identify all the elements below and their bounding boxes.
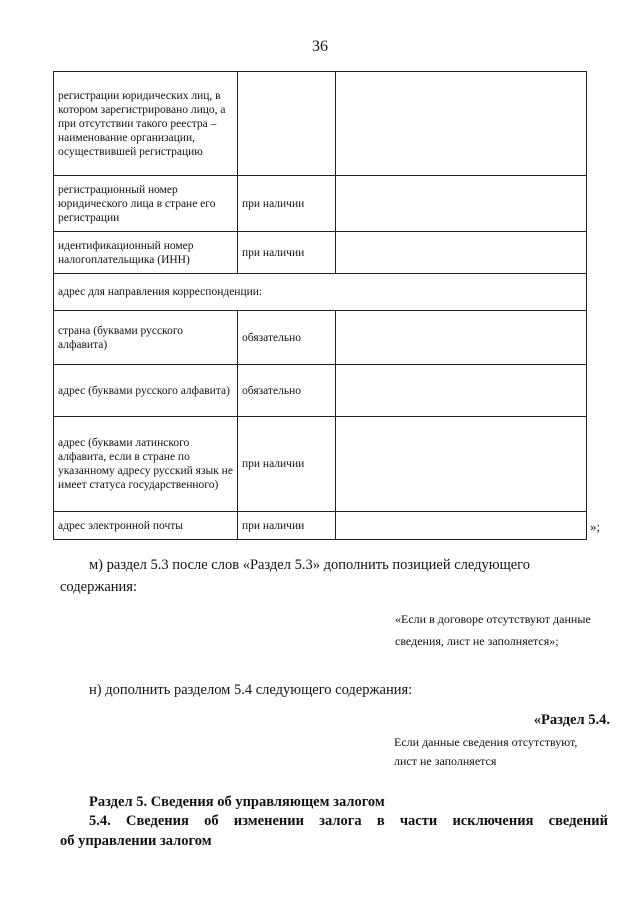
row-label: адрес для направления корреспонденции: <box>54 274 587 311</box>
row-value <box>336 512 587 540</box>
row-label: адрес (буквами латинского алфавита, если в стране по указанному адресу русский язык не имеет статуса государственного) <box>54 417 238 512</box>
row-value <box>336 365 587 417</box>
quote-n-line1: Если данные сведения отсутствуют, <box>394 735 578 749</box>
row-label: регистрации юридических лиц, в котором зарегистрировано лицо, а при отсутствии такого реестра – наименование организации, осуществившей регистрацию <box>54 72 238 176</box>
row-requirement <box>238 72 336 176</box>
page-number: 36 <box>312 38 328 55</box>
row-label: адрес электронной почты <box>54 512 238 540</box>
row-requirement: при наличии <box>238 232 336 274</box>
row-requirement: при наличии <box>238 417 336 512</box>
quote-m-line2: сведения, лист не заполняется»; <box>395 634 559 648</box>
table-row <box>54 274 587 311</box>
paragraph-m-line2: содержания: <box>60 579 138 595</box>
table-row <box>54 512 587 540</box>
paragraph-m-line1: м) раздел 5.3 после слов «Раздел 5.3» дополнить позицией следующего <box>89 557 531 573</box>
subsection-line1: 5.4. Сведения об изменении залога в части исключения сведений <box>89 813 608 829</box>
row-value <box>336 176 587 232</box>
row-value <box>336 72 587 176</box>
row-requirement: при наличии <box>238 176 336 232</box>
row-label: идентификационный номер налогоплательщика (ИНН) <box>54 232 238 274</box>
table-closing-mark: »; <box>590 519 601 534</box>
subsection-heading <box>60 811 608 851</box>
table-row <box>54 417 587 512</box>
row-requirement: обязательно <box>238 365 336 417</box>
section-title: Раздел 5. Сведения об управляющем залогом <box>89 794 385 810</box>
quote-m <box>395 608 620 652</box>
quote-n-line2: лист не заполняется <box>394 754 497 768</box>
row-label: адрес (буквами русского алфавита) <box>54 365 238 417</box>
quote-n-body <box>394 733 610 771</box>
paragraph-m <box>60 554 608 598</box>
paragraph-n: н) дополнить разделом 5.4 следующего содержания: <box>89 682 413 698</box>
row-value <box>336 417 587 512</box>
row-value <box>336 232 587 274</box>
form-table <box>53 71 587 540</box>
row-label: регистрационный номер юридического лица в стране его регистрации <box>54 176 238 232</box>
table-row <box>54 232 587 274</box>
table-row <box>54 311 587 365</box>
quote-n-title: «Раздел 5.4. <box>533 712 610 728</box>
subsection-line2: об управлении залогом <box>60 833 212 849</box>
quote-m-line1: «Если в договоре отсутствуют данные <box>395 612 591 626</box>
row-value <box>336 311 587 365</box>
table-row <box>54 72 587 176</box>
table-row <box>54 176 587 232</box>
table-row <box>54 365 587 417</box>
row-requirement: обязательно <box>238 311 336 365</box>
row-requirement: при наличии <box>238 512 336 540</box>
row-label: страна (буквами русского алфавита) <box>54 311 238 365</box>
